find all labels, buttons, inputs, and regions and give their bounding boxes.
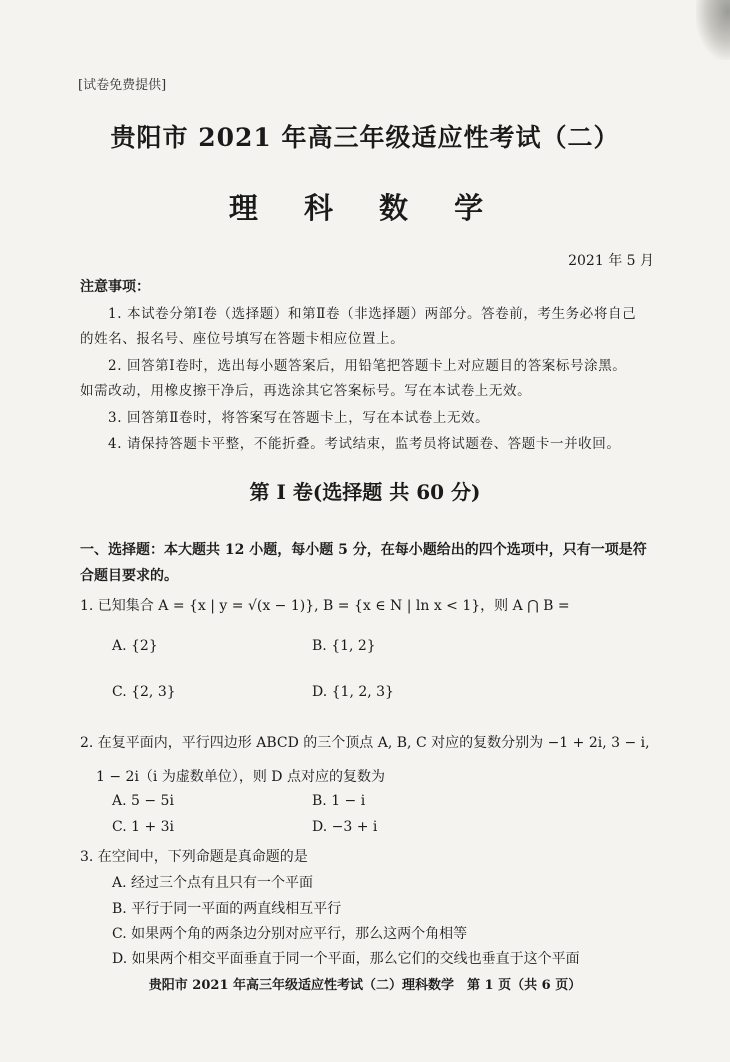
question-1-stem: 1. 已知集合 A = {x | y = √(x − 1)}, B = {x ∈ N | ln x < 1}，则 A ⋂ B = <box>80 598 570 614</box>
question-2-option-a: A. 5 − 5i <box>112 793 174 809</box>
section-title: 第 I 卷(选择题 共 60 分) <box>249 480 481 504</box>
question-2-stem-continued: 1 − 2i（i 为虚数单位），则 D 点对应的复数为 <box>96 769 385 785</box>
question-1-option-a: A. {2} <box>112 638 158 654</box>
notice-line: 3. 回答第Ⅱ卷时，将答案写在答题卡上，写在本试卷上无效。 <box>108 410 490 426</box>
question-2-option-d: D. −3 + i <box>312 819 378 835</box>
question-1-option-b: B. {1, 2} <box>312 638 376 654</box>
notice-heading: 注意事项： <box>80 279 150 295</box>
question-2-stem: 2. 在复平面内，平行四边形 ABCD 的三个顶点 A, B, C 对应的复数分别为 −1 + 2i, 3 − i, <box>80 735 650 751</box>
question-1-option-c: C. {2, 3} <box>112 684 176 700</box>
subject-title: 理 科 数 学 <box>228 191 502 225</box>
question-2-option-c: C. 1 + 3i <box>112 819 175 835</box>
free-provided-tag: [试卷免费提供] <box>78 78 167 93</box>
notice-line: 4. 请保持答题卡平整，不能折叠。考试结束，监考员将试题卷、答题卡一并收回。 <box>108 436 621 452</box>
page-footer: 贵阳市 2021 年高三年级适应性考试（二）理科数学 第 1 页（共 6 页） <box>148 978 582 993</box>
question-3-option-d: D. 如果两个相交平面垂直于同一个平面，那么它们的交线也垂直于这个平面 <box>112 951 580 967</box>
section-instructions: 一、选择题：本大题共 12 小题，每小题 5 分，在每小题给出的四个选项中，只有一项是符合题目要求的。 <box>80 542 647 584</box>
notice-line: 2. 回答第Ⅰ卷时，选出每小题答案后，用铅笔把答题卡上对应题目的答案标号涂黑。 <box>108 358 627 374</box>
question-3-option-c: C. 如果两个角的两条边分别对应平行，那么这两个角相等 <box>112 926 468 942</box>
question-1-option-d: D. {1, 2, 3} <box>312 684 394 700</box>
scan-shadow <box>696 0 730 60</box>
question-3-option-b: B. 平行于同一平面的两直线相互平行 <box>112 901 342 917</box>
question-3-option-a: A. 经过三个点有且只有一个平面 <box>112 875 314 891</box>
question-2-option-b: B. 1 − i <box>312 793 366 809</box>
notice-line: 1. 本试卷分第Ⅰ卷（选择题）和第Ⅱ卷（非选择题）两部分。答卷前，考生务必将自己 <box>108 306 637 322</box>
question-3-stem: 3. 在空间中，下列命题是真命题的是 <box>80 849 308 865</box>
exam-date: 2021 年 5 月 <box>568 253 654 269</box>
notice-line: 如需改动，用橡皮擦干净后，再选涂其它答案标号。写在本试卷上无效。 <box>80 383 532 399</box>
notice-line: 的姓名、报名号、座位号填写在答题卡相应位置上。 <box>80 331 405 347</box>
exam-title: 贵阳市 2021 年高三年级适应性考试（二） <box>110 123 620 152</box>
